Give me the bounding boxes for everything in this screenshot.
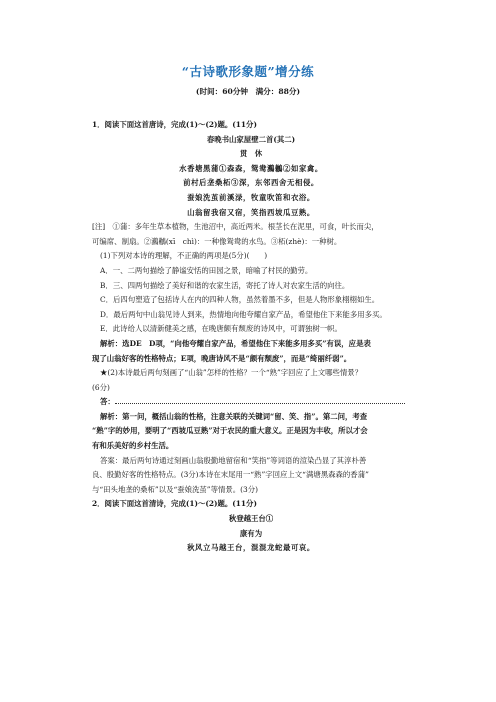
q1-sub1-prompt: (1)下列对本诗的理解，不正确的两项是(5分)( )	[100, 251, 268, 261]
q2-poem-author: 康有为	[239, 528, 263, 538]
page-title: “古诗歌形象题”增分练	[181, 64, 315, 79]
answer-label: 答：	[100, 397, 115, 407]
q1-sub1-explanation-2: 现了山翁好客的性格特点；E项，晚唐诗风不是“颇有颓废”，而是“绮丽纤弱”。	[92, 353, 352, 363]
q1-option-c: C．后四句塑造了包括诗人在内的四种人物，虽然着墨不多，但是人物形象栩栩如生。	[100, 295, 380, 305]
q1-sub2-answer-1: 答案：最后两句诗通过刻画山翁殷勤地留宿和“笑指”等词语的渲染凸显了其淳朴善	[100, 455, 367, 465]
q1-sub2-prompt-2: (6分)	[92, 382, 110, 392]
q1-heading: 1．阅读下面这首唐诗，完成(1)～(2)题。(11分)	[92, 120, 257, 129]
q1-poem-line-4: 山翁留我宿又宿，笑指西坡瓜豆熟。	[187, 207, 315, 217]
answer-blank[interactable]	[115, 395, 405, 404]
q2-heading: 2．阅读下面这首清诗，完成(1)～(2)题。(11分)	[92, 499, 257, 509]
content-body	[92, 118, 410, 556]
q2-poem-title: 秋登越王台①	[228, 514, 274, 524]
q1-sub2-prompt-1: ★(2)本诗最后两句刻画了“山翁”怎样的性格？一个“熟”字回应了上文哪些情景？	[100, 368, 363, 378]
q1-sub2-explanation-3: 有和乐美好的乡村生活。	[92, 441, 174, 451]
q1-sub2-answer-2: 良、殷勤好客的性格特点。(3分)本诗在末尾用一“熟”字回应上文“满塘黑森森的香蒲”	[92, 470, 369, 480]
q1-option-d: D．最后两句中山翁见诗人到来，热情地向他夸耀自家产品，希望他住下来能多用多买。	[100, 309, 387, 319]
q1-poem-line-3: 蚕娘洗茧前溪渌，牧童吹笛和衣浴。	[187, 192, 315, 202]
q1-sub2-explanation-1: 解析：第一问，概括山翁的性格，注意关联的关键词“留、笑、指”。第二问，考查	[100, 411, 368, 421]
q1-note-line-1: [注] ①蒲：多年生草本植物，生池沼中，高近两米。根茎长在泥里，可食，叶长而尖，	[92, 222, 379, 232]
q1-poem-author: 贯 休	[239, 149, 263, 159]
q1-option-e: E．此诗给人以清新健美之感，在晚唐颇有颓废的诗风中，可谓独树一帜。	[100, 324, 342, 334]
q1-poem-line-2: 前村后垄桑柘③深，东邻西舍无相侵。	[183, 178, 319, 188]
q1-sub1-explanation-1: 解析：选DE D项，“向他夸耀自家产品，希望他住下来能多用多买”有误，应是表	[100, 338, 371, 348]
q1-poem-title: 春晚书山家屋壁二首(其二)	[206, 134, 296, 144]
q2-poem-line-1: 秋风立马越王台，混混龙蛇最可哀。	[187, 543, 315, 553]
q1-note-line-2: 可编席、制扇。②鸂鶒(xī chì)：一种像鸳鸯的水鸟。③柘(zhè)：一种树。	[92, 236, 342, 246]
q1-sub2-answer-3: 与“田头地垄的桑柘”以及“蚕娘洗茧”等情景。(3分)	[92, 484, 259, 494]
time-score-info: (时间：60分钟 满分：88分)	[195, 87, 301, 96]
q1-sub2-explanation-2: “熟”字的妙用，要明了“西坡瓜豆熟”对于农民的重大意义。正是因为丰收，所以才会	[92, 426, 368, 436]
q1-poem-line-1: 水香塘黑蒲①森森，鸳鸯鸂鶒②如家禽。	[179, 163, 323, 173]
q1-answer-line	[92, 395, 410, 410]
q1-option-a: A．一、二两句描绘了静谧安恬的田园之景，暗喻了村民的勤劳。	[100, 265, 313, 275]
q1-option-b: B．三、四两句描绘了美好和谐的农家生活，寄托了诗人对农家生活的向往。	[100, 280, 350, 290]
